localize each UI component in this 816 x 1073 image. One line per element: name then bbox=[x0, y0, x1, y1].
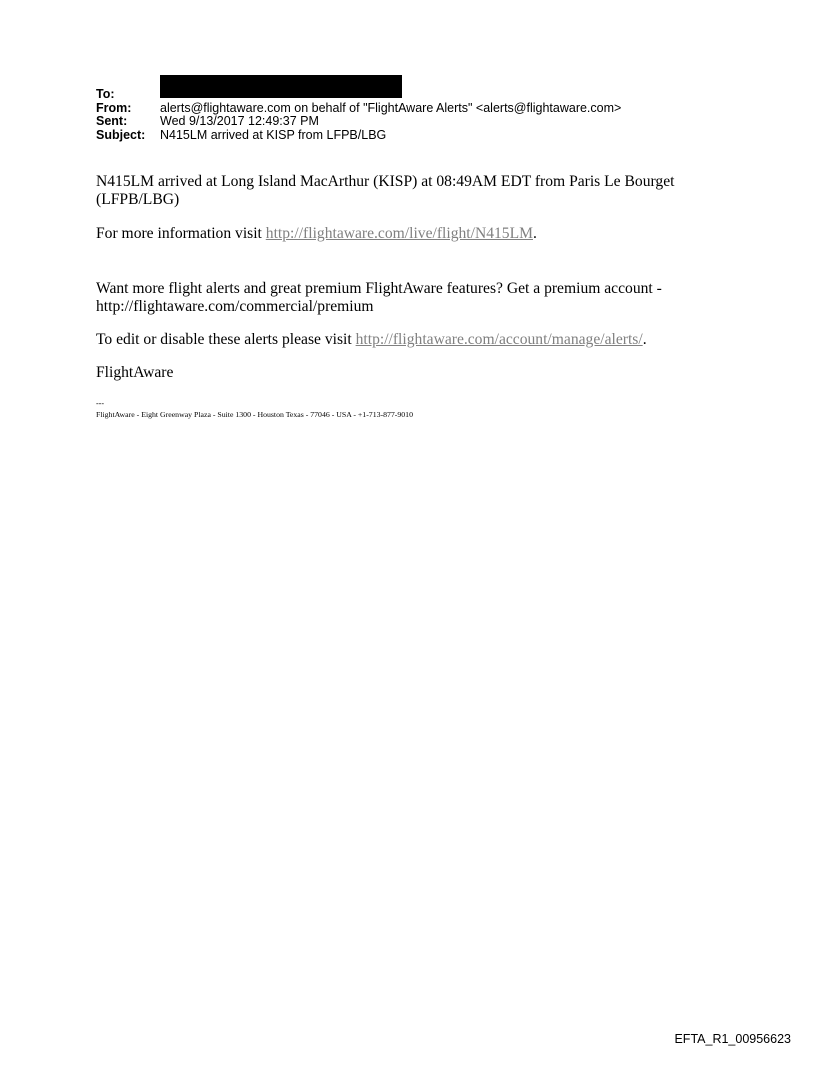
sent-label: Sent: bbox=[96, 114, 128, 128]
more-info-suffix: . bbox=[533, 225, 537, 242]
from-label: From: bbox=[96, 100, 132, 115]
flight-link[interactable]: http://flightaware.com/live/flight/N415LM bbox=[265, 225, 533, 242]
more-info-prefix: For more information visit bbox=[96, 225, 266, 242]
sent-value: Wed 9/13/2017 12:49:37 PM bbox=[160, 114, 319, 128]
email-header bbox=[96, 88, 776, 142]
footer-address: FlightAware - Eight Greenway Plaza - Suite 1300 - Houston Texas - 77046 - USA - +1-713-877-9010 bbox=[96, 410, 413, 419]
from-value: alerts@flightaware.com on behalf of "FlightAware Alerts" <alerts@flightaware.com> bbox=[160, 100, 622, 115]
redaction-block bbox=[160, 75, 402, 98]
email-body bbox=[96, 173, 736, 382]
to-row bbox=[96, 88, 776, 102]
premium-paragraph: Want more flight alerts and great premium FlightAware features? Get a premium account - http://flightaware.com/commercial/premium bbox=[96, 280, 662, 315]
edit-alerts-paragraph bbox=[96, 331, 736, 349]
manage-alerts-link[interactable]: http://flightaware.com/account/manage/alerts/ bbox=[355, 331, 643, 348]
edit-suffix: . bbox=[642, 331, 647, 348]
edit-prefix: To edit or disable these alerts please visit bbox=[96, 331, 356, 348]
sent-row bbox=[96, 115, 776, 129]
signature-separator: --- bbox=[96, 399, 104, 408]
subject-row bbox=[96, 129, 776, 143]
document-id: EFTA_R1_00956623 bbox=[674, 1032, 791, 1046]
from-row bbox=[96, 102, 776, 116]
to-label: To: bbox=[96, 87, 115, 101]
to-value bbox=[160, 88, 776, 102]
subject-value: N415LM arrived at KISP from LFPB/LBG bbox=[160, 127, 387, 142]
more-info-paragraph bbox=[96, 225, 736, 243]
subject-label: Subject: bbox=[96, 127, 146, 142]
arrival-paragraph: N415LM arrived at Long Island MacArthur (KISP) at 08:49AM EDT from Paris Le Bourget (LFPB/LBG) bbox=[96, 173, 675, 208]
signature: FlightAware bbox=[96, 364, 174, 381]
